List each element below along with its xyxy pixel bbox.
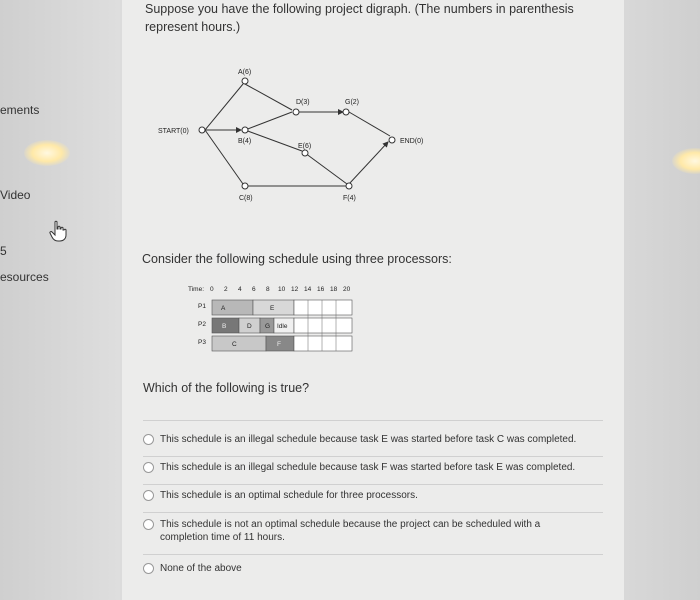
- tick-20: 20: [343, 286, 351, 293]
- right-strip: [624, 0, 700, 600]
- edge-f-end: [349, 142, 388, 184]
- node-label-end: END(0): [400, 138, 424, 145]
- processor-label-2: P2: [198, 321, 206, 328]
- answer-option-1[interactable]: [143, 433, 603, 446]
- empty-row-3: [294, 336, 352, 351]
- tick-0: 0: [210, 286, 214, 293]
- option-4-text: This schedule is not an optimal schedule because the project can be scheduled with a completion time of 11 hours.: [160, 519, 541, 543]
- task-d-label: D: [247, 323, 252, 330]
- question-prompt: [145, 0, 585, 36]
- node-label-e: E(6): [298, 143, 312, 150]
- tick-8: 8: [266, 286, 270, 293]
- node-d: [293, 109, 299, 115]
- question-line-2: represent hours.): [145, 20, 241, 34]
- empty-row-2: [294, 318, 352, 333]
- tick-14: 14: [304, 286, 312, 293]
- node-label-a: A(6): [238, 69, 252, 76]
- idle-label: Idle: [277, 323, 288, 330]
- edge-a-d: [245, 84, 292, 110]
- sidebar-item-5[interactable]: 5: [0, 244, 7, 258]
- hand-cursor-icon: [48, 220, 68, 242]
- radio-option-4[interactable]: [143, 519, 154, 530]
- node-f: [346, 183, 352, 189]
- radio-option-5[interactable]: [143, 563, 154, 574]
- task-c-block: [212, 336, 266, 351]
- answer-option-5[interactable]: [143, 562, 603, 575]
- option-1-text: This schedule is an illegal schedule because task E was started before task C was completed.: [160, 434, 577, 445]
- processor-label-1: P1: [198, 303, 206, 310]
- node-c: [242, 183, 248, 189]
- tick-18: 18: [330, 286, 338, 293]
- tick-16: 16: [317, 286, 325, 293]
- lamp-glow-left: [24, 140, 70, 166]
- task-e-label: E: [270, 305, 275, 312]
- question-line-1: Suppose you have the following project digraph. (The numbers in parenthesis: [145, 2, 574, 16]
- answer-option-2[interactable]: [143, 461, 603, 474]
- task-a-label: A: [221, 305, 226, 312]
- task-c-label: C: [232, 341, 237, 348]
- node-label-start: START(0): [158, 128, 189, 135]
- sidebar-item-video[interactable]: Video: [0, 188, 31, 202]
- project-digraph: [150, 62, 450, 214]
- answer-option-3[interactable]: [143, 489, 603, 502]
- radio-option-2[interactable]: [143, 462, 154, 473]
- task-a-block: [212, 300, 253, 315]
- node-e: [302, 150, 308, 156]
- divider-1: [143, 456, 603, 457]
- schedule-gantt-chart: [186, 282, 366, 358]
- time-label: Time:: [188, 286, 205, 293]
- edge-b-e: [245, 130, 302, 151]
- node-g: [343, 109, 349, 115]
- node-end: [389, 137, 395, 143]
- divider-2: [143, 484, 603, 485]
- question-which: Which of the following is true?: [143, 381, 310, 395]
- empty-row-1: [294, 300, 352, 315]
- divider-top: [143, 420, 603, 421]
- edge-b-d: [245, 112, 292, 130]
- node-start: [199, 127, 205, 133]
- tick-2: 2: [224, 286, 228, 293]
- answer-option-4[interactable]: [143, 518, 563, 544]
- tick-6: 6: [252, 286, 256, 293]
- course-sidebar: [0, 0, 120, 600]
- sidebar-item-resources[interactable]: esources: [0, 270, 49, 284]
- edge-g-end: [349, 112, 390, 136]
- option-3-text: This schedule is an optimal schedule for three processors.: [160, 490, 418, 501]
- radio-option-3[interactable]: [143, 490, 154, 501]
- tick-10: 10: [278, 286, 286, 293]
- task-f-label: F: [277, 341, 281, 348]
- schedule-intro: Consider the following schedule using three processors:: [142, 252, 452, 266]
- divider-3: [143, 512, 603, 513]
- node-label-d: D(3): [296, 99, 310, 106]
- tick-4: 4: [238, 286, 242, 293]
- node-label-g: G(2): [345, 99, 359, 106]
- option-2-text: This schedule is an illegal schedule because task F was started before task E was completed.: [160, 462, 576, 473]
- edge-e-f: [305, 153, 347, 184]
- tick-12: 12: [291, 286, 299, 293]
- node-b: [242, 127, 248, 133]
- divider-4: [143, 554, 603, 555]
- task-g-label: G: [265, 323, 271, 330]
- edge-start-a: [205, 84, 243, 130]
- task-b-label: B: [222, 323, 227, 330]
- node-label-c: C(8): [239, 195, 253, 202]
- sidebar-item-elements[interactable]: ements: [0, 103, 40, 117]
- radio-option-1[interactable]: [143, 434, 154, 445]
- node-label-f: F(4): [343, 195, 356, 202]
- node-label-b: B(4): [238, 138, 252, 145]
- time-ticks: [210, 286, 351, 293]
- node-a: [242, 78, 248, 84]
- option-5-text: None of the above: [160, 563, 242, 574]
- processor-label-3: P3: [198, 339, 206, 346]
